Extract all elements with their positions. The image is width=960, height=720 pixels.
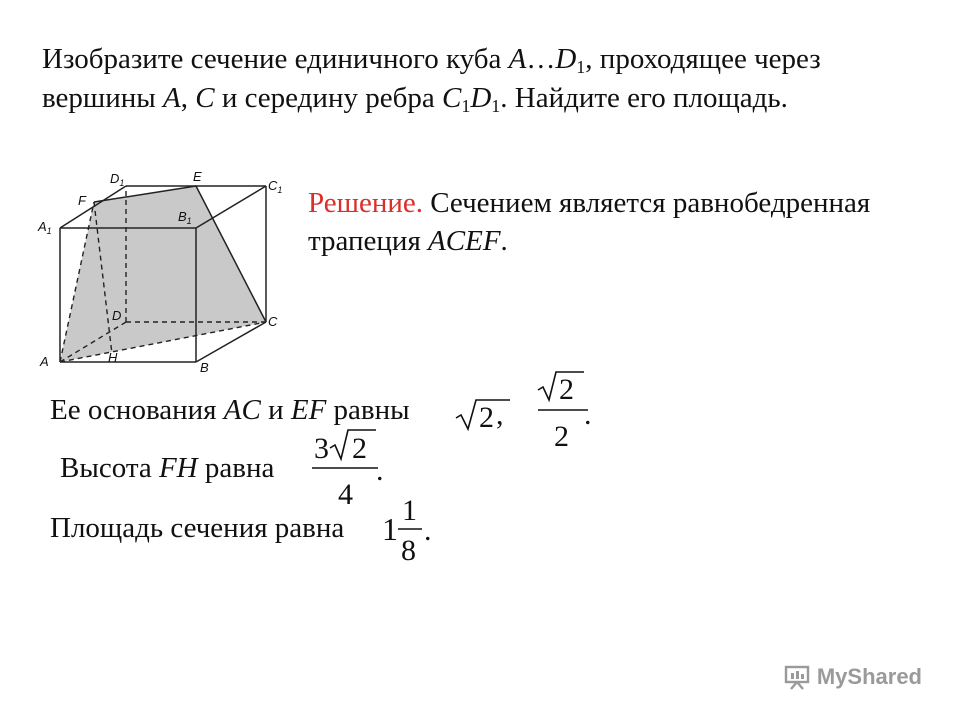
label-f: F — [78, 193, 86, 208]
svg-text:2: 2 — [559, 373, 574, 406]
label-b1: $B_1$ — [178, 209, 192, 226]
label-a: A — [40, 354, 49, 369]
label-c1: $C_1$ — [268, 178, 283, 195]
myshared-watermark: MyShared — [783, 664, 922, 690]
svg-text:1: 1 — [402, 494, 417, 527]
svg-text:2: 2 — [479, 401, 494, 434]
bases-period: . — [584, 398, 592, 431]
label-a1: $A_1$ — [38, 219, 52, 236]
section-acef — [60, 186, 266, 362]
area-line: Площадь сечения равна — [50, 512, 345, 544]
label-e: E — [193, 169, 202, 184]
label-h: H — [108, 350, 118, 365]
svg-text:2: 2 — [352, 432, 367, 465]
label-c: C — [268, 314, 278, 329]
height-period: . — [376, 454, 384, 487]
bases-comma: , — [496, 398, 504, 431]
bases-line: Ее основания AC и EF равны — [50, 394, 410, 426]
svg-text:2: 2 — [554, 420, 569, 453]
height-line: Высота FH равна — [60, 452, 275, 484]
area-period: . — [424, 514, 432, 547]
svg-text:8: 8 — [401, 534, 416, 567]
cube-figure — [30, 160, 300, 380]
solution-text: Решение. Сечением является равнобедренная трапеция ACEF. — [308, 187, 871, 257]
presentation-board-icon — [783, 664, 811, 690]
problem-statement: Изобразите сечение единичного куба $A\dots D_1$, проходящее через вершины A, C и середину ребра $C_1D_1$. Найдите его площадь. — [42, 43, 821, 116]
label-d1: $D_1$ — [110, 171, 125, 188]
label-d: D — [112, 308, 122, 323]
svg-text:4: 4 — [338, 478, 353, 511]
label-b: B — [200, 360, 209, 375]
svg-text:3: 3 — [314, 432, 329, 465]
svg-text:1: 1 — [382, 511, 398, 547]
solution-label: Решение. — [308, 187, 423, 219]
